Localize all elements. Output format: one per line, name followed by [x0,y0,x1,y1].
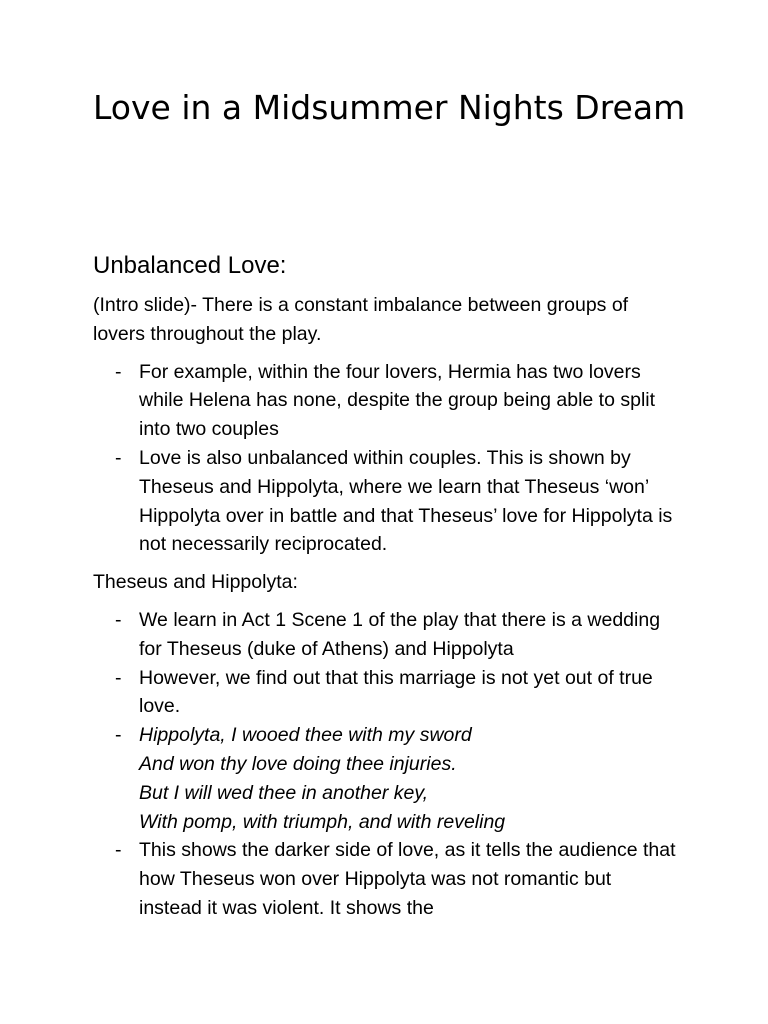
list-item [93,606,678,664]
bullet-dash: - [115,446,122,469]
quote-list-item [93,721,678,836]
document-title: Love in a Midsummer Nights Dream [93,88,686,127]
unbalanced-love-list [93,358,678,560]
list-item-text: We learn in Act 1 Scene 1 of the play that there is a wedding for Theseus (duke of Athens) and Hippolyta [139,608,661,660]
bullet-dash: - [115,360,122,383]
list-item-text: This shows the darker side of love, as it tells the audience that how Theseus won over Hippolyta was not romantic but instead it was violent. It shows the [139,839,676,919]
list-item-text: For example, within the four lovers, Hermia has two lovers while Helena has none, despite the group being able to split into two couples [139,360,656,441]
list-item [93,664,678,722]
list-item [93,358,678,444]
section-heading-theseus-hippolyta: Theseus and Hippolyta: [93,571,298,594]
bullet-dash: - [115,666,122,689]
quote-line: Hippolyta, I wooed thee with my sword [139,724,472,747]
list-item [93,444,678,559]
list-item-text: Love is also unbalanced within couples. This is shown by Theseus and Hippolyta, where we learn that Theseus ‘won’ Hippolyta over in battle and that Theseus’ love for Hippolyta is not necessarily reciprocated. [139,446,673,556]
bullet-dash: - [115,724,122,747]
quote-line: But I will wed thee in another key, [139,781,429,804]
bullet-dash: - [115,608,122,631]
list-item [93,836,678,922]
document-body [93,250,678,932]
bullet-dash: - [115,839,122,862]
theseus-hippolyta-list [93,606,678,923]
section-heading-unbalanced-love: Unbalanced Love: [93,252,287,279]
quote-line: And won thy love doing thee injuries. [139,752,457,775]
list-item-text: However, we find out that this marriage is not yet out of true love. [139,666,653,718]
intro-paragraph: (Intro slide)- There is a constant imbalance between groups of lovers throughout the play. [93,294,629,345]
quote-line: With pomp, with triumph, and with reveling [139,810,506,833]
